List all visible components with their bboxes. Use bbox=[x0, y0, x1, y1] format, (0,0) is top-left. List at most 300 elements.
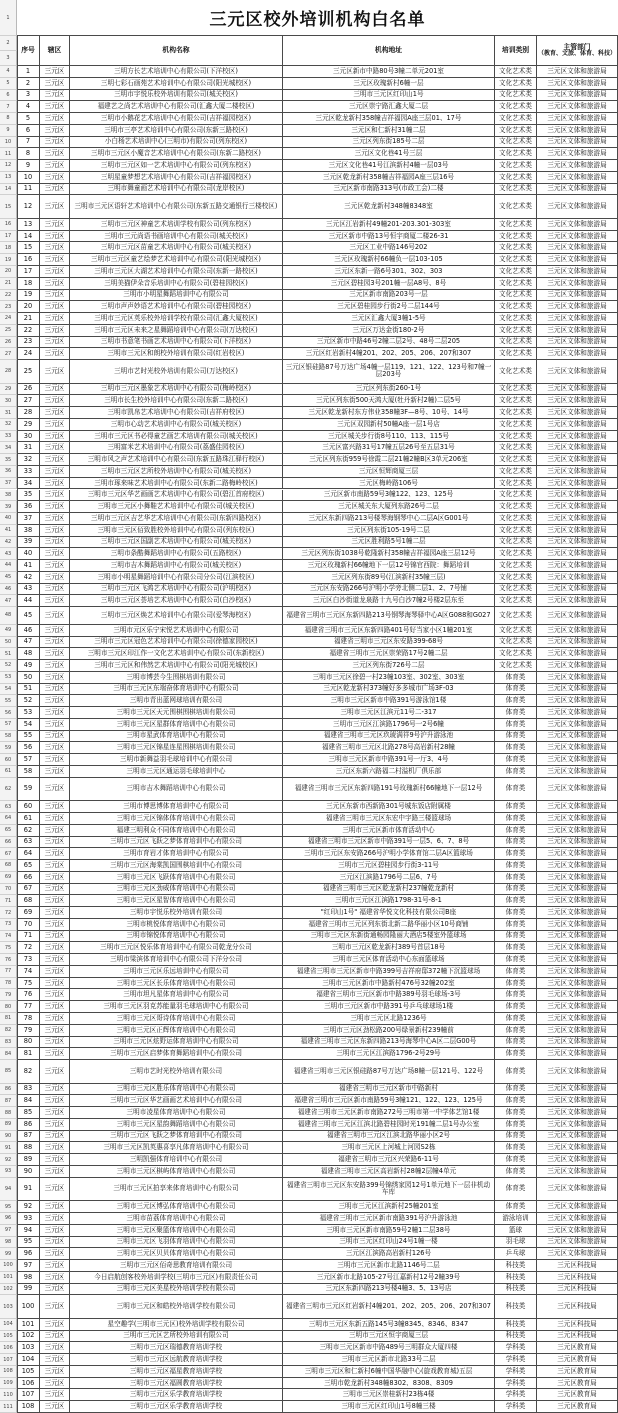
row-number[interactable]: 92 bbox=[0, 1154, 17, 1166]
cell-dept[interactable] bbox=[537, 731, 618, 743]
cell-name[interactable] bbox=[70, 1237, 283, 1249]
cell-address[interactable] bbox=[283, 384, 495, 396]
cell-address[interactable] bbox=[283, 560, 495, 572]
cell-category[interactable] bbox=[495, 742, 537, 754]
cell-dept[interactable] bbox=[537, 466, 618, 478]
cell-category[interactable] bbox=[495, 1048, 537, 1060]
cell-address[interactable] bbox=[283, 872, 495, 884]
row-number[interactable]: 42 bbox=[0, 537, 17, 549]
cell-dept[interactable] bbox=[537, 660, 618, 672]
cell-name[interactable] bbox=[70, 731, 283, 743]
row-number[interactable]: 69 bbox=[0, 872, 17, 884]
cell-seq[interactable] bbox=[17, 242, 40, 254]
header-seq[interactable] bbox=[17, 36, 40, 66]
cell-seq[interactable] bbox=[17, 895, 40, 907]
row-number[interactable]: 96 bbox=[0, 1213, 17, 1225]
cell-district[interactable] bbox=[40, 942, 70, 954]
cell-address[interactable] bbox=[283, 637, 495, 649]
cell-category[interactable] bbox=[495, 684, 537, 696]
cell-address[interactable] bbox=[283, 478, 495, 490]
cell-address[interactable] bbox=[283, 501, 495, 513]
row-number[interactable]: 29 bbox=[0, 384, 17, 396]
cell-category[interactable] bbox=[495, 1119, 537, 1131]
cell-category[interactable] bbox=[495, 172, 537, 184]
cell-dept[interactable] bbox=[537, 1319, 618, 1331]
cell-district[interactable] bbox=[40, 872, 70, 884]
cell-name[interactable] bbox=[70, 525, 283, 537]
cell-dept[interactable] bbox=[537, 384, 618, 396]
cell-dept[interactable] bbox=[537, 548, 618, 560]
cell-district[interactable] bbox=[40, 1354, 70, 1366]
cell-district[interactable] bbox=[40, 1272, 70, 1284]
cell-category[interactable] bbox=[495, 1225, 537, 1237]
cell-category[interactable] bbox=[495, 1107, 537, 1119]
cell-district[interactable] bbox=[40, 101, 70, 113]
cell-address[interactable] bbox=[283, 778, 495, 802]
cell-seq[interactable] bbox=[17, 219, 40, 231]
cell-address[interactable] bbox=[283, 1201, 495, 1213]
cell-dept[interactable] bbox=[537, 101, 618, 113]
cell-category[interactable] bbox=[495, 1013, 537, 1025]
cell-district[interactable] bbox=[40, 560, 70, 572]
cell-district[interactable] bbox=[40, 325, 70, 337]
cell-name[interactable] bbox=[70, 660, 283, 672]
cell-category[interactable] bbox=[495, 1401, 537, 1413]
cell-category[interactable] bbox=[495, 560, 537, 572]
cell-category[interactable] bbox=[495, 1284, 537, 1296]
cell-district[interactable] bbox=[40, 989, 70, 1001]
cell-category[interactable] bbox=[495, 966, 537, 978]
cell-category[interactable] bbox=[495, 348, 537, 360]
cell-category[interactable] bbox=[495, 942, 537, 954]
cell-address[interactable] bbox=[283, 1284, 495, 1296]
cell-dept[interactable] bbox=[537, 313, 618, 325]
cell-address[interactable] bbox=[283, 148, 495, 160]
cell-category[interactable] bbox=[495, 454, 537, 466]
cell-seq[interactable] bbox=[17, 1013, 40, 1025]
cell-seq[interactable] bbox=[17, 572, 40, 584]
cell-dept[interactable] bbox=[537, 1401, 618, 1413]
cell-seq[interactable] bbox=[17, 931, 40, 943]
cell-district[interactable] bbox=[40, 219, 70, 231]
cell-seq[interactable] bbox=[17, 1025, 40, 1037]
cell-district[interactable] bbox=[40, 360, 70, 384]
cell-dept[interactable] bbox=[537, 572, 618, 584]
row-number[interactable]: 104 bbox=[0, 1319, 17, 1331]
row-number[interactable]: 75 bbox=[0, 942, 17, 954]
cell-address[interactable] bbox=[283, 895, 495, 907]
cell-district[interactable] bbox=[40, 684, 70, 696]
cell-category[interactable] bbox=[495, 1095, 537, 1107]
header-name[interactable] bbox=[70, 36, 283, 66]
cell-category[interactable] bbox=[495, 731, 537, 743]
cell-address[interactable] bbox=[283, 1342, 495, 1354]
row-number[interactable]: 30 bbox=[0, 395, 17, 407]
cell-address[interactable] bbox=[283, 1037, 495, 1049]
row-number[interactable]: 77 bbox=[0, 966, 17, 978]
cell-name[interactable] bbox=[70, 78, 283, 90]
cell-dept[interactable] bbox=[537, 1272, 618, 1284]
cell-category[interactable] bbox=[495, 637, 537, 649]
cell-dept[interactable] bbox=[537, 395, 618, 407]
cell-address[interactable] bbox=[283, 1354, 495, 1366]
cell-category[interactable] bbox=[495, 278, 537, 290]
cell-name[interactable] bbox=[70, 513, 283, 525]
cell-district[interactable] bbox=[40, 813, 70, 825]
cell-address[interactable] bbox=[283, 290, 495, 302]
cell-seq[interactable] bbox=[17, 348, 40, 360]
cell-seq[interactable] bbox=[17, 1237, 40, 1249]
cell-seq[interactable] bbox=[17, 1201, 40, 1213]
cell-address[interactable] bbox=[283, 1107, 495, 1119]
cell-category[interactable] bbox=[495, 884, 537, 896]
row-number[interactable]: 108 bbox=[0, 1366, 17, 1378]
cell-address[interactable] bbox=[283, 301, 495, 313]
cell-category[interactable] bbox=[495, 1331, 537, 1343]
cell-address[interactable] bbox=[283, 101, 495, 113]
cell-name[interactable] bbox=[70, 648, 283, 660]
cell-seq[interactable] bbox=[17, 860, 40, 872]
cell-district[interactable] bbox=[40, 478, 70, 490]
cell-address[interactable] bbox=[283, 90, 495, 102]
cell-dept[interactable] bbox=[537, 1354, 618, 1366]
row-number[interactable]: 57 bbox=[0, 719, 17, 731]
cell-dept[interactable] bbox=[537, 348, 618, 360]
cell-name[interactable] bbox=[70, 137, 283, 149]
row-number[interactable]: 3 bbox=[0, 51, 17, 66]
cell-district[interactable] bbox=[40, 1319, 70, 1331]
cell-district[interactable] bbox=[40, 1025, 70, 1037]
cell-district[interactable] bbox=[40, 148, 70, 160]
cell-dept[interactable] bbox=[537, 648, 618, 660]
cell-dept[interactable] bbox=[537, 113, 618, 125]
cell-dept[interactable] bbox=[537, 1131, 618, 1143]
cell-district[interactable] bbox=[40, 637, 70, 649]
cell-address[interactable] bbox=[283, 1272, 495, 1284]
cell-category[interactable] bbox=[495, 407, 537, 419]
cell-dept[interactable] bbox=[537, 137, 618, 149]
cell-seq[interactable] bbox=[17, 672, 40, 684]
cell-name[interactable] bbox=[70, 548, 283, 560]
row-number[interactable]: 35 bbox=[0, 454, 17, 466]
cell-address[interactable] bbox=[283, 595, 495, 607]
row-number[interactable]: 28 bbox=[0, 360, 17, 384]
cell-category[interactable] bbox=[495, 919, 537, 931]
row-number[interactable]: 71 bbox=[0, 895, 17, 907]
cell-category[interactable] bbox=[495, 860, 537, 872]
cell-category[interactable] bbox=[495, 754, 537, 766]
cell-dept[interactable] bbox=[537, 513, 618, 525]
cell-category[interactable] bbox=[495, 66, 537, 78]
cell-name[interactable] bbox=[70, 1001, 283, 1013]
cell-dept[interactable] bbox=[537, 1366, 618, 1378]
row-number[interactable]: 33 bbox=[0, 431, 17, 443]
cell-district[interactable] bbox=[40, 595, 70, 607]
cell-district[interactable] bbox=[40, 1001, 70, 1013]
cell-category[interactable] bbox=[495, 1131, 537, 1143]
cell-category[interactable] bbox=[495, 766, 537, 778]
row-number[interactable]: 13 bbox=[0, 172, 17, 184]
cell-dept[interactable] bbox=[537, 584, 618, 596]
cell-seq[interactable] bbox=[17, 513, 40, 525]
cell-district[interactable] bbox=[40, 766, 70, 778]
cell-seq[interactable] bbox=[17, 137, 40, 149]
cell-name[interactable] bbox=[70, 719, 283, 731]
cell-seq[interactable] bbox=[17, 195, 40, 219]
cell-seq[interactable] bbox=[17, 1401, 40, 1413]
cell-seq[interactable] bbox=[17, 1295, 40, 1319]
cell-name[interactable] bbox=[70, 907, 283, 919]
cell-dept[interactable] bbox=[537, 1248, 618, 1260]
cell-seq[interactable] bbox=[17, 1213, 40, 1225]
row-number[interactable]: 12 bbox=[0, 160, 17, 172]
cell-district[interactable] bbox=[40, 490, 70, 502]
cell-address[interactable] bbox=[283, 942, 495, 954]
cell-name[interactable] bbox=[70, 1272, 283, 1284]
cell-name[interactable] bbox=[70, 1225, 283, 1237]
row-number[interactable]: 43 bbox=[0, 548, 17, 560]
cell-dept[interactable] bbox=[537, 1013, 618, 1025]
row-number[interactable]: 60 bbox=[0, 754, 17, 766]
cell-seq[interactable] bbox=[17, 907, 40, 919]
cell-category[interactable] bbox=[495, 101, 537, 113]
cell-category[interactable] bbox=[495, 1354, 537, 1366]
cell-district[interactable] bbox=[40, 907, 70, 919]
cell-district[interactable] bbox=[40, 1048, 70, 1060]
cell-category[interactable] bbox=[495, 360, 537, 384]
cell-name[interactable] bbox=[70, 1248, 283, 1260]
cell-dept[interactable] bbox=[537, 625, 618, 637]
row-number[interactable]: 97 bbox=[0, 1225, 17, 1237]
cell-name[interactable] bbox=[70, 90, 283, 102]
cell-category[interactable] bbox=[495, 242, 537, 254]
row-number[interactable]: 61 bbox=[0, 766, 17, 778]
cell-address[interactable] bbox=[283, 137, 495, 149]
row-number[interactable]: 68 bbox=[0, 860, 17, 872]
row-number[interactable]: 65 bbox=[0, 825, 17, 837]
cell-dept[interactable] bbox=[537, 148, 618, 160]
cell-seq[interactable] bbox=[17, 1048, 40, 1060]
cell-address[interactable] bbox=[283, 442, 495, 454]
cell-dept[interactable] bbox=[537, 637, 618, 649]
cell-dept[interactable] bbox=[537, 884, 618, 896]
row-number[interactable]: 103 bbox=[0, 1295, 17, 1319]
cell-dept[interactable] bbox=[537, 266, 618, 278]
cell-address[interactable] bbox=[283, 1131, 495, 1143]
cell-seq[interactable] bbox=[17, 360, 40, 384]
cell-category[interactable] bbox=[495, 931, 537, 943]
cell-seq[interactable] bbox=[17, 1319, 40, 1331]
cell-category[interactable] bbox=[495, 1166, 537, 1178]
row-number[interactable]: 63 bbox=[0, 801, 17, 813]
cell-address[interactable] bbox=[283, 684, 495, 696]
cell-district[interactable] bbox=[40, 1166, 70, 1178]
cell-name[interactable] bbox=[70, 778, 283, 802]
cell-seq[interactable] bbox=[17, 1060, 40, 1084]
cell-address[interactable] bbox=[283, 325, 495, 337]
cell-address[interactable] bbox=[283, 78, 495, 90]
cell-seq[interactable] bbox=[17, 548, 40, 560]
cell-address[interactable] bbox=[283, 254, 495, 266]
cell-address[interactable] bbox=[283, 1366, 495, 1378]
cell-district[interactable] bbox=[40, 1084, 70, 1096]
cell-dept[interactable] bbox=[537, 525, 618, 537]
row-number[interactable]: 56 bbox=[0, 707, 17, 719]
cell-category[interactable] bbox=[495, 513, 537, 525]
cell-name[interactable] bbox=[70, 1260, 283, 1272]
cell-address[interactable] bbox=[283, 548, 495, 560]
row-number[interactable]: 32 bbox=[0, 419, 17, 431]
cell-dept[interactable] bbox=[537, 454, 618, 466]
cell-name[interactable] bbox=[70, 1131, 283, 1143]
cell-dept[interactable] bbox=[537, 837, 618, 849]
row-number[interactable]: 37 bbox=[0, 478, 17, 490]
row-number[interactable]: 88 bbox=[0, 1107, 17, 1119]
cell-name[interactable] bbox=[70, 1295, 283, 1319]
row-number[interactable]: 4 bbox=[0, 66, 17, 78]
row-number[interactable]: 34 bbox=[0, 442, 17, 454]
cell-seq[interactable] bbox=[17, 160, 40, 172]
cell-name[interactable] bbox=[70, 1037, 283, 1049]
row-number[interactable]: 111 bbox=[0, 1401, 17, 1413]
cell-address[interactable] bbox=[283, 1001, 495, 1013]
cell-name[interactable] bbox=[70, 1354, 283, 1366]
cell-category[interactable] bbox=[495, 1366, 537, 1378]
cell-seq[interactable] bbox=[17, 825, 40, 837]
cell-seq[interactable] bbox=[17, 1095, 40, 1107]
cell-district[interactable] bbox=[40, 978, 70, 990]
row-number[interactable]: 46 bbox=[0, 584, 17, 596]
cell-dept[interactable] bbox=[537, 195, 618, 219]
row-number[interactable]: 73 bbox=[0, 919, 17, 931]
cell-name[interactable] bbox=[70, 407, 283, 419]
row-number[interactable]: 82 bbox=[0, 1025, 17, 1037]
cell-seq[interactable] bbox=[17, 301, 40, 313]
cell-seq[interactable] bbox=[17, 872, 40, 884]
cell-dept[interactable] bbox=[537, 684, 618, 696]
cell-address[interactable] bbox=[283, 1237, 495, 1249]
cell-address[interactable] bbox=[283, 648, 495, 660]
row-number[interactable]: 26 bbox=[0, 337, 17, 349]
cell-category[interactable] bbox=[495, 1295, 537, 1319]
cell-address[interactable] bbox=[283, 825, 495, 837]
cell-district[interactable] bbox=[40, 1248, 70, 1260]
cell-district[interactable] bbox=[40, 125, 70, 137]
row-number[interactable]: 6 bbox=[0, 90, 17, 102]
row-number[interactable]: 95 bbox=[0, 1201, 17, 1213]
row-number[interactable]: 62 bbox=[0, 778, 17, 802]
cell-name[interactable] bbox=[70, 66, 283, 78]
row-number[interactable]: 66 bbox=[0, 837, 17, 849]
cell-category[interactable] bbox=[495, 431, 537, 443]
cell-seq[interactable] bbox=[17, 1272, 40, 1284]
cell-address[interactable] bbox=[283, 801, 495, 813]
cell-name[interactable] bbox=[70, 766, 283, 778]
cell-dept[interactable] bbox=[537, 407, 618, 419]
cell-district[interactable] bbox=[40, 572, 70, 584]
cell-dept[interactable] bbox=[537, 931, 618, 943]
row-number[interactable]: 2 bbox=[0, 36, 17, 51]
cell-district[interactable] bbox=[40, 137, 70, 149]
cell-dept[interactable] bbox=[537, 872, 618, 884]
cell-address[interactable] bbox=[283, 672, 495, 684]
cell-seq[interactable] bbox=[17, 1037, 40, 1049]
cell-dept[interactable] bbox=[537, 1025, 618, 1037]
cell-address[interactable] bbox=[283, 266, 495, 278]
cell-district[interactable] bbox=[40, 1131, 70, 1143]
cell-district[interactable] bbox=[40, 184, 70, 196]
cell-seq[interactable] bbox=[17, 989, 40, 1001]
cell-district[interactable] bbox=[40, 1378, 70, 1390]
row-number[interactable]: 20 bbox=[0, 266, 17, 278]
cell-address[interactable] bbox=[283, 1331, 495, 1343]
row-number[interactable]: 106 bbox=[0, 1342, 17, 1354]
cell-address[interactable] bbox=[283, 978, 495, 990]
row-number[interactable]: 18 bbox=[0, 242, 17, 254]
cell-seq[interactable] bbox=[17, 478, 40, 490]
cell-seq[interactable] bbox=[17, 501, 40, 513]
cell-category[interactable] bbox=[495, 490, 537, 502]
cell-name[interactable] bbox=[70, 742, 283, 754]
cell-name[interactable] bbox=[70, 325, 283, 337]
cell-category[interactable] bbox=[495, 466, 537, 478]
row-number[interactable]: 16 bbox=[0, 219, 17, 231]
cell-address[interactable] bbox=[283, 1295, 495, 1319]
cell-district[interactable] bbox=[40, 290, 70, 302]
cell-address[interactable] bbox=[283, 1213, 495, 1225]
cell-name[interactable] bbox=[70, 1201, 283, 1213]
cell-address[interactable] bbox=[283, 813, 495, 825]
cell-address[interactable] bbox=[283, 513, 495, 525]
cell-name[interactable] bbox=[70, 684, 283, 696]
cell-category[interactable] bbox=[495, 978, 537, 990]
cell-dept[interactable] bbox=[537, 1154, 618, 1166]
row-number[interactable]: 39 bbox=[0, 501, 17, 513]
cell-seq[interactable] bbox=[17, 731, 40, 743]
cell-name[interactable] bbox=[70, 595, 283, 607]
cell-name[interactable] bbox=[70, 1389, 283, 1401]
cell-address[interactable] bbox=[283, 172, 495, 184]
cell-name[interactable] bbox=[70, 584, 283, 596]
cell-address[interactable] bbox=[283, 313, 495, 325]
cell-address[interactable] bbox=[283, 848, 495, 860]
cell-address[interactable] bbox=[283, 1378, 495, 1390]
cell-dept[interactable] bbox=[537, 1342, 618, 1354]
cell-address[interactable] bbox=[283, 884, 495, 896]
cell-seq[interactable] bbox=[17, 837, 40, 849]
row-number[interactable]: 22 bbox=[0, 290, 17, 302]
cell-dept[interactable] bbox=[537, 1142, 618, 1154]
cell-name[interactable] bbox=[70, 607, 283, 625]
cell-district[interactable] bbox=[40, 395, 70, 407]
row-number[interactable]: 14 bbox=[0, 184, 17, 196]
cell-name[interactable] bbox=[70, 242, 283, 254]
cell-name[interactable] bbox=[70, 125, 283, 137]
row-number[interactable]: 36 bbox=[0, 466, 17, 478]
cell-district[interactable] bbox=[40, 348, 70, 360]
cell-seq[interactable] bbox=[17, 113, 40, 125]
cell-district[interactable] bbox=[40, 860, 70, 872]
cell-dept[interactable] bbox=[537, 778, 618, 802]
cell-name[interactable] bbox=[70, 301, 283, 313]
cell-district[interactable] bbox=[40, 454, 70, 466]
cell-district[interactable] bbox=[40, 1225, 70, 1237]
cell-dept[interactable] bbox=[537, 490, 618, 502]
cell-name[interactable] bbox=[70, 966, 283, 978]
cell-address[interactable] bbox=[283, 1095, 495, 1107]
cell-dept[interactable] bbox=[537, 607, 618, 625]
cell-dept[interactable] bbox=[537, 754, 618, 766]
